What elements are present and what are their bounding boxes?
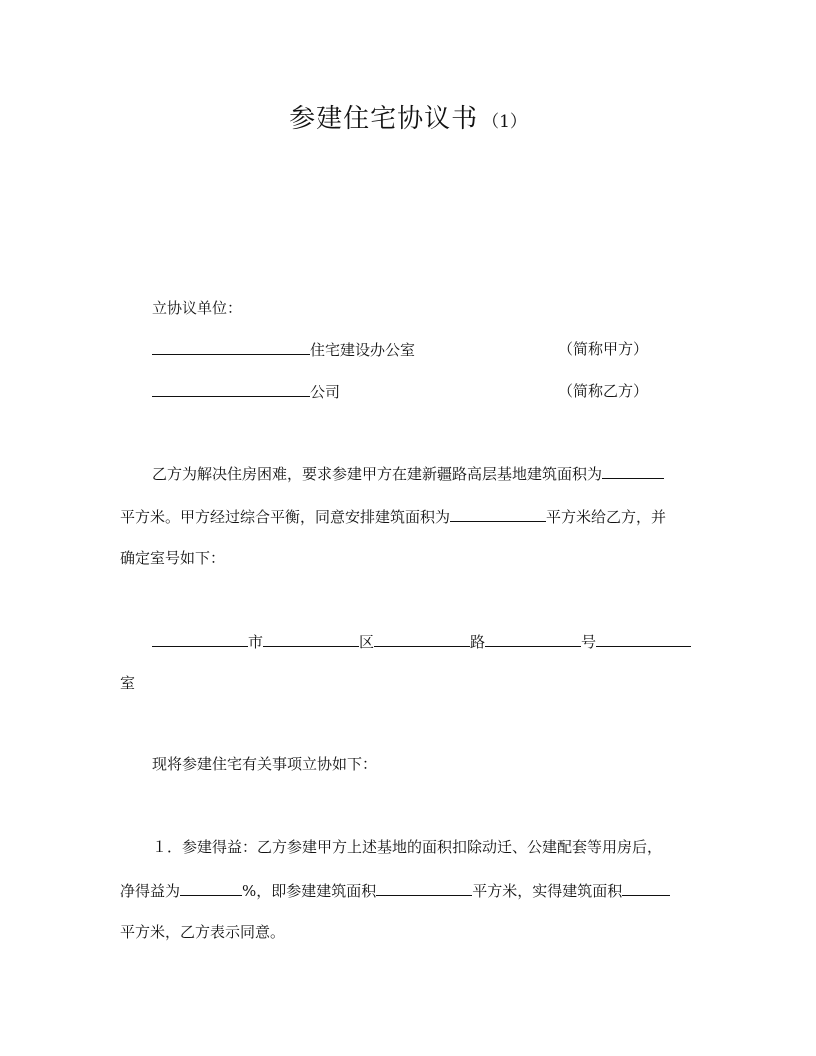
road-blank [374,630,470,647]
party-b-abbr: （简称乙方） [558,382,649,400]
matters-heading: 现将参建住宅有关事项立协如下： [152,755,378,773]
net-gain-blank [180,879,242,896]
intro-text-1: 乙方为解决住房困难，要求参建甲方在建新疆路高层基地建筑面积为 [152,465,603,483]
address-road-label: 路 [470,633,486,651]
address-room-label: 室 [120,674,136,692]
document-title [0,98,816,135]
clause-1-line-3: 平方米，乙方表示同意。 [120,923,286,941]
title-text: 参建住宅协议书 [289,104,479,134]
party-a-abbr: （简称甲方） [558,340,649,358]
address-city-label: 市 [248,633,264,651]
actual-area-blank [622,879,670,896]
party-a-blank [152,338,310,355]
clause-1-line-2 [120,879,670,902]
clause-1-text-b: %，即参建建筑面积 [242,882,377,900]
clause-1-text-a: 净得益为 [120,882,181,900]
intro-line-2 [120,505,666,528]
party-b-name: 公司 [310,383,341,401]
allocated-area-blank [450,505,546,522]
total-area-blank [602,462,664,479]
address-number-label: 号 [581,633,597,651]
clause-1-text-c: 平方米，实得建筑面积 [472,882,623,900]
district-blank [263,630,359,647]
party-b-blank [152,380,310,397]
address-line [152,630,691,653]
intro-line-3: 确定室号如下： [120,549,226,567]
address-district-label: 区 [359,633,375,651]
number-blank [485,630,581,647]
city-blank [152,630,248,647]
title-number: （1） [482,112,527,132]
intro-text-2a: 平方米。甲方经过综合平衡，同意安排建筑面积为 [120,508,451,526]
party-a-name: 住宅建设办公室 [310,341,416,359]
party-b-line [152,380,340,403]
participating-area-blank [376,879,472,896]
intro-text-2b: 平方米给乙方，并 [546,508,667,526]
clause-1-line-1: １．参建得益：乙方参建甲方上述基地的面积扣除动迁、公建配套等用房后， [152,838,663,856]
intro-line-1 [152,462,664,485]
room-blank [596,630,691,647]
parties-label: 立协议单位： [152,299,243,317]
party-a-line [152,338,415,361]
